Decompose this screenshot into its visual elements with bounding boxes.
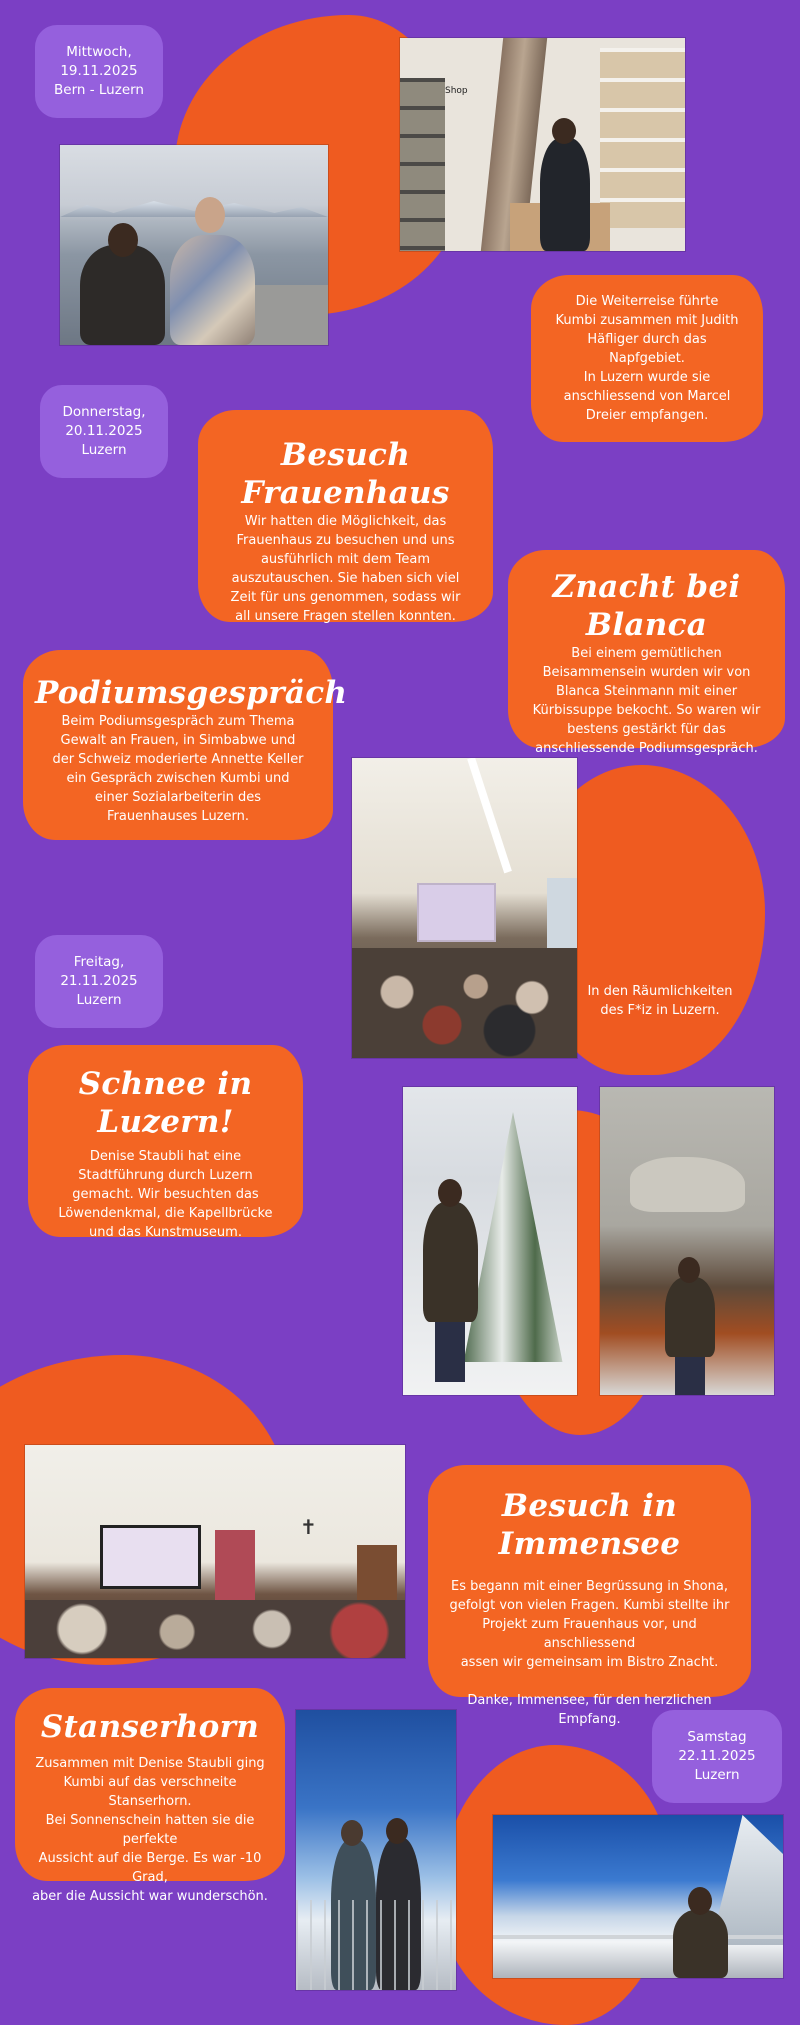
shop-sign: Shop xyxy=(445,86,468,96)
date-line: Donnerstag, xyxy=(62,404,146,420)
date-badge-friday xyxy=(35,935,163,1028)
person xyxy=(673,1910,728,1978)
card-text: Bei einem gemütlichen Beisammensein wurden wir von Blanca Steinmann mit einer Kürbissuppe bekocht. So waren wir bestens gestärkt für das anschliessende Podiumsgespräch. xyxy=(532,646,761,756)
card-znacht-bei-blanca xyxy=(508,550,785,756)
person xyxy=(423,1202,478,1322)
person-head xyxy=(386,1818,408,1844)
person-head xyxy=(341,1820,363,1846)
date-line: Luzern xyxy=(694,1767,740,1783)
card-weiterreise xyxy=(531,275,763,442)
person xyxy=(80,245,165,345)
card-text: Zusammen mit Denise Staubli ging Kumbi auf das verschneite Stanserhorn. Bei Sonnenschein hatten sie die perfekte Aussicht auf die Berge. Es war -10 Grad, aber die Aussicht war wunderschön. xyxy=(32,1756,268,1904)
banner xyxy=(215,1530,255,1600)
date-line: Mittwoch, 19.11.2025 xyxy=(60,44,138,79)
date-line: 22.11.2025 xyxy=(678,1748,756,1764)
date-line: Luzern xyxy=(76,992,122,1008)
card-text: Denise Staubli hat eine Stadtführung durch Luzern gemacht. Wir besuchten das Löwendenkmal, die Kapellbrücke und das Kunstmuseum. xyxy=(58,1149,273,1240)
card-title: Besuch Frauenhaus xyxy=(241,437,450,511)
tv-screen xyxy=(100,1525,201,1589)
person xyxy=(540,138,590,251)
card-besuch-in-immensee xyxy=(428,1465,751,1727)
card-title: Znacht bei Blanca xyxy=(552,569,741,643)
card-schnee-in-luzern xyxy=(28,1045,303,1240)
shelf-right xyxy=(600,48,685,228)
audience xyxy=(25,1600,405,1658)
railing xyxy=(493,1935,783,1939)
photo-stanserhorn-panorama xyxy=(493,1815,783,1978)
audience xyxy=(352,948,577,1058)
person-head xyxy=(438,1179,462,1207)
card-text: Beim Podiumsgespräch zum Thema Gewalt an Frauen, in Simbabwe und der Schweiz moderierte Annette Keller ein Gespräch zwischen Kumbi und einer Sozialarbeiterin des Frauenhauses Luzern. xyxy=(52,714,304,824)
date-badge-thursday xyxy=(40,385,168,478)
photo-immensee-event xyxy=(25,1445,405,1658)
person-head xyxy=(688,1887,712,1915)
date-line: 20.11.2025 xyxy=(65,423,143,439)
card-title: Schnee in Luzern! xyxy=(78,1066,253,1140)
shelf-left xyxy=(400,78,445,251)
photo-lion-monument xyxy=(600,1087,774,1395)
photo-snow-tree xyxy=(403,1087,577,1395)
person-head xyxy=(552,118,576,144)
projection-screen xyxy=(417,883,496,942)
date-badge-wednesday xyxy=(35,25,163,118)
person-head xyxy=(678,1257,700,1283)
card-title: Stanserhorn xyxy=(40,1709,260,1745)
person-head xyxy=(108,223,138,257)
card-text: Es begann mit einer Begrüssung in Shona, gefolgt von vielen Fragen. Kumbi stellte ihr Projekt zum Frauenhaus vor, und anschliessend assen wir gemeinsam im Bistro Znacht. Danke, Immensee, für den herzlichen Empfang. xyxy=(449,1579,730,1727)
card-stanserhorn xyxy=(15,1688,285,1904)
card-podiumsgespraech xyxy=(23,650,348,840)
card-title: Besuch in Immensee xyxy=(498,1488,681,1562)
card-title: Podiumsgespräch xyxy=(35,675,348,711)
date-line: Freitag, 21.11.2025 xyxy=(60,954,138,989)
person-head xyxy=(195,197,225,233)
photo-shop-interior xyxy=(400,38,685,251)
person xyxy=(665,1277,715,1357)
card-text: Die Weiterreise führte Kumbi zusammen mit Judith Häfliger durch das Napfgebiet. In Luzern wurde sie anschliessend von Marcel Dreier empfangen. xyxy=(555,294,739,423)
legs xyxy=(435,1322,465,1382)
mountains xyxy=(60,197,328,217)
railing xyxy=(296,1900,456,1990)
date-line: Luzern xyxy=(81,442,127,458)
window xyxy=(547,878,577,948)
person xyxy=(170,235,255,345)
card-text: Wir hatten die Möglichkeit, das Frauenhaus zu besuchen und uns ausführlich mit dem Team auszutauschen. Sie haben sich viel Zeit für uns genommen, sodass wir all unsere Fragen stellen konnten. xyxy=(230,514,461,624)
cross-icon: ✝ xyxy=(300,1515,317,1539)
photo-podium-event xyxy=(352,758,577,1058)
caption-fiz: In den Räumlichkeiten des F*iz in Luzern. xyxy=(587,984,733,1018)
date-line: Bern - Luzern xyxy=(54,82,144,98)
date-line: Samstag xyxy=(687,1729,747,1745)
photo-stanserhorn-two-people xyxy=(296,1710,456,1990)
photo-lake-lucerne xyxy=(60,145,328,345)
ceiling-light xyxy=(467,758,512,873)
card-besuch-frauenhaus xyxy=(198,410,493,622)
lion-relief xyxy=(630,1157,745,1212)
legs xyxy=(675,1357,705,1395)
